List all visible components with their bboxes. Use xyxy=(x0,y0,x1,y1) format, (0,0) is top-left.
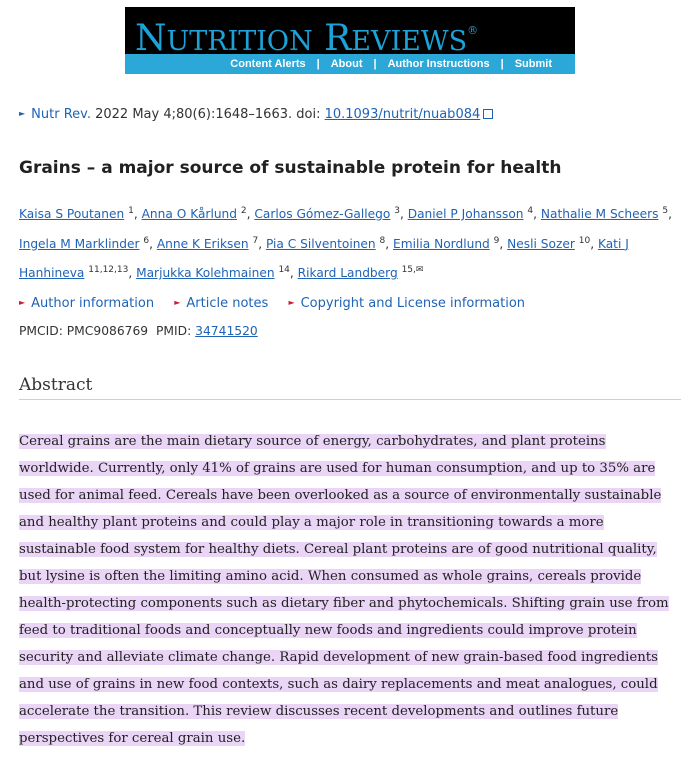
author-link[interactable]: Carlos Gómez-Gallego xyxy=(254,207,391,222)
author-link[interactable]: Ingela M Marklinder xyxy=(19,236,140,251)
nav-separator: | xyxy=(316,58,320,70)
author-affiliation[interactable]: 6 xyxy=(143,235,150,246)
author-link[interactable]: Daniel P Johansson xyxy=(407,207,524,222)
author-affiliation[interactable]: 8 xyxy=(379,235,386,246)
section-divider xyxy=(19,399,681,400)
author-affiliation[interactable]: 4 xyxy=(527,206,534,216)
author-affiliation[interactable]: 9 xyxy=(493,235,500,246)
author-link[interactable]: Marjukka Kolehmainen xyxy=(136,266,275,281)
abstract-text: Cereal grains are the main dietary source of energy, carbohydrates, and plant proteins worldwide. Currently, only 41% of grains are used for human consumption, and up to 35% are used for animal feed. Cereals have been overlooked as a source of environmentally sustainable and healthy plant proteins and could play a major role in transitioning towards a more sustainable food system for healthy diets. Cereal plant proteins are of good nutritional quality, but lysine is often the limiting amino acid. When consumed as whole grains, cereals provide health-protecting components such as dietary fiber and phytochemicals. Shifting grain use from feed to traditional foods and conceptually new foods and ingredients could improve protein security and alleviate climate change. Rapid development of new grain-based food ingredients and use of grains in new food contexts, such as dairy replacements and meat analogues, could accelerate the transition. This review discusses recent developments and outlines future perspectives for cereal grain use. xyxy=(19,434,669,746)
triangle-right-icon: ► xyxy=(19,298,26,307)
journal-nav xyxy=(125,54,575,74)
author-affiliation[interactable]: 11,12,13 xyxy=(88,265,129,276)
author-affiliation: 15,✉ xyxy=(401,265,424,276)
author-affiliation[interactable]: 1 xyxy=(128,206,134,216)
toggle-copyright-license[interactable]: Copyright and License information xyxy=(300,296,526,311)
author-link[interactable]: Emilia Nordlund xyxy=(393,236,490,251)
article-ids xyxy=(19,324,258,338)
author-link[interactable]: Nathalie M Scheers xyxy=(540,207,659,222)
nav-separator: | xyxy=(373,58,377,70)
author-link[interactable]: Anne K Eriksen xyxy=(156,236,249,251)
author-link[interactable]: Pia C Silventoinen xyxy=(265,236,376,251)
citation-line xyxy=(19,107,493,122)
citation-details: 2022 May 4;80(6):1648–1663. doi: xyxy=(95,107,325,122)
nav-submit[interactable]: Submit xyxy=(514,58,552,70)
article-title: Grains – a major source of sustainable protein for health xyxy=(19,158,562,178)
author-affiliation[interactable]: 2 xyxy=(240,206,247,216)
abstract-heading: Abstract xyxy=(19,375,93,395)
journal-logo[interactable]: NUTRITION REVIEWS® xyxy=(125,7,575,54)
author-link[interactable]: Kaisa S Poutanen xyxy=(19,207,125,222)
abstract-text-block xyxy=(19,428,683,752)
doi-link[interactable]: 10.1093/nutrit/nuab084 xyxy=(324,107,481,122)
author-affiliation[interactable]: 5 xyxy=(662,206,669,216)
nav-author-instructions[interactable]: Author Instructions xyxy=(387,58,490,70)
article-info-toggles xyxy=(19,296,541,311)
author-link[interactable]: Kati J Hanhineva xyxy=(19,236,629,281)
triangle-right-icon: ► xyxy=(19,109,26,118)
toggle-article-notes[interactable]: Article notes xyxy=(186,296,269,311)
author-link[interactable]: Anna O Kårlund xyxy=(141,207,238,222)
envelope-icon[interactable]: ✉ xyxy=(415,265,424,276)
author-list: Kaisa S Poutanen $^1$, Anna O Kårlund $^2$, Carlos Gómez-Gallego $^3$, Daniel P Johansson $^4$, Nathalie M Scheers $^5$, Ingela M Marklinder $^6$, Anne K Eriksen $^7$, Pia C Silventoinen $^8$, Emilia Nordlund $^9$, Nesli Sozer $^{10}$, Kati J Hanhineva $^{11,12,13}$, Marjukka Kolehmainen $^{14}$, Rikard Landberg $^{15,✉}$ xyxy=(19,206,672,281)
nav-content-alerts[interactable]: Content Alerts xyxy=(230,58,306,70)
nav-separator: | xyxy=(500,58,504,70)
author-link[interactable]: Nesli Sozer xyxy=(507,236,575,251)
journal-banner xyxy=(125,7,575,74)
toggle-author-information[interactable]: Author information xyxy=(31,296,155,311)
nav-about[interactable]: About xyxy=(330,58,363,70)
triangle-right-icon: ► xyxy=(288,298,295,307)
journal-abbrev-link[interactable]: Nutr Rev. xyxy=(31,107,91,122)
author-affiliation[interactable]: 7 xyxy=(252,235,259,246)
external-link-icon[interactable] xyxy=(483,109,493,119)
pmcid: PMCID: PMC9086769 xyxy=(19,324,149,338)
pmid-label: PMID: xyxy=(155,324,196,338)
author-affiliation[interactable]: 10 xyxy=(578,235,591,246)
triangle-right-icon: ► xyxy=(174,298,181,307)
author-link[interactable]: Rikard Landberg xyxy=(297,266,398,281)
pmid-link[interactable]: 34741520 xyxy=(195,324,258,338)
author-affiliation[interactable]: 3 xyxy=(394,206,400,216)
author-affiliation[interactable]: 14 xyxy=(278,265,290,276)
